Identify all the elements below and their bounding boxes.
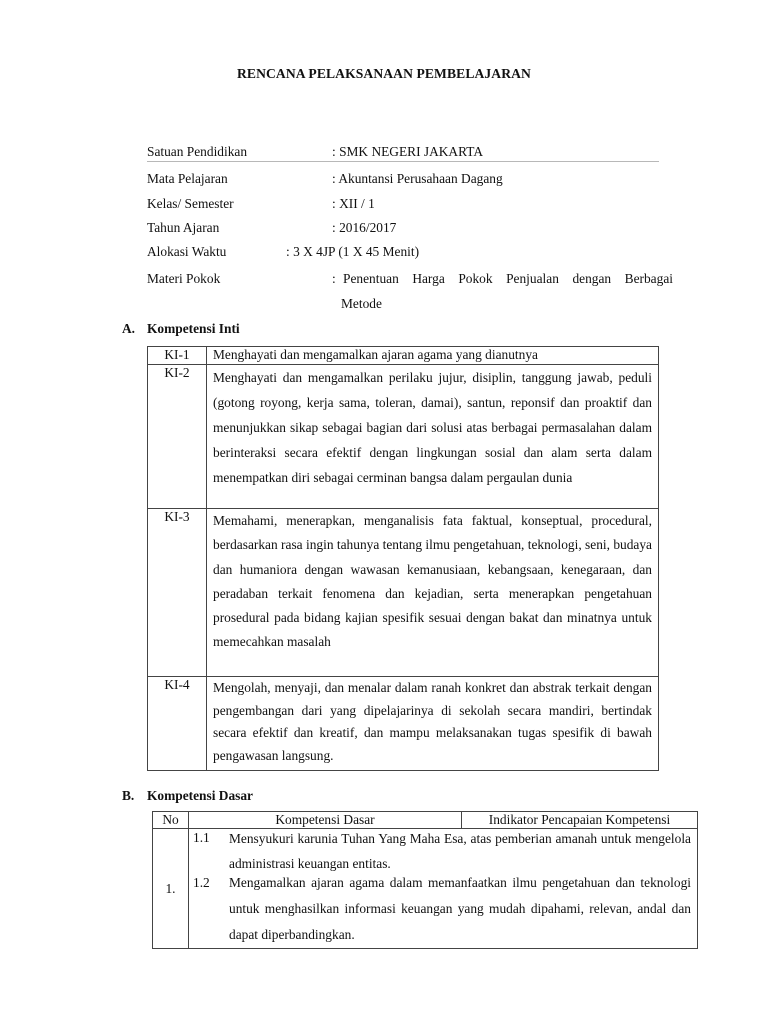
section-b-letter: B. [122, 788, 135, 803]
section-a-letter: A. [122, 321, 136, 336]
column-header-indikator: Indikator Pencapaian Kompetensi [462, 812, 698, 829]
table-row [148, 677, 659, 771]
section-a-title: Kompetensi Inti [147, 321, 240, 336]
ki-description: Memahami, menerapkan, menganalisis fata faktual, konseptual, procedural, berdasarkan rasa ingin tahunya tentang ilmu pengetahuan, teknologi, seni, budaya dan humaniora dengan wawasan kemanusiaan, kebangsaan, kenegaraan, dan peradaban terkait fenomena dan kejadian, serta menerapkan pengetahuan prosedural pada bidang kajian spesifik sesuai dengan bakat dan minatnya untuk memecahkan masalah [207, 509, 659, 677]
kelas-label: Kelas/ Semester [147, 196, 234, 211]
table-row [148, 509, 659, 677]
kompetensi-inti-table [147, 346, 659, 771]
column-header-kompetensi-dasar: Kompetensi Dasar [189, 812, 462, 829]
column-header-no: No [153, 812, 189, 829]
tahun-label: Tahun Ajaran [147, 220, 220, 235]
materi-colon: : [332, 271, 336, 286]
ki-code: KI-1 [148, 347, 207, 365]
document-title: RENCANA PELAKSANAAN PEMBELAJARAN [237, 66, 531, 81]
ki-description: Menghayati dan mengamalkan ajaran agama yang dianutnya [207, 347, 659, 365]
kd-text: Mensyukuri karunia Tuhan Yang Maha Esa, atas pemberian amanah untuk mengelola administrasi keuangan entitas. [229, 831, 691, 871]
alokasi-value: : 3 X 4JP (1 X 45 Menit) [286, 244, 420, 259]
kelas-value: : XII / 1 [332, 196, 375, 211]
kd-items-cell [189, 829, 698, 949]
kd-text: Mengamalkan ajaran agama dalam memanfaatkan ilmu pengetahuan dan teknologi untuk menghasilkan informasi keuangan yang mudah dipahami, relevan, andal dan dapat diperbandingkan. [229, 875, 691, 942]
tahun-value: : 2016/2017 [332, 220, 397, 235]
ki-code: KI-4 [148, 677, 207, 771]
mapel-value: : Akuntansi Perusahaan Dagang [332, 171, 503, 186]
kompetensi-dasar-table [152, 811, 698, 949]
list-item [189, 874, 697, 948]
table-row [148, 347, 659, 365]
kd-number: 1.1 [193, 830, 210, 845]
materi-label: Materi Pokok [147, 271, 221, 286]
table-row [148, 365, 659, 509]
ki-code: KI-2 [148, 365, 207, 509]
materi-value-line1: Penentuan Harga Pokok Penjualan dengan Berbagai [343, 271, 673, 286]
alokasi-label: Alokasi Waktu [147, 244, 227, 259]
ki-description: Menghayati dan mengamalkan perilaku jujur, disiplin, tanggung jawab, peduli (gotong royong, kerja sama, toleran, damai), santun, reponsif dan proaktif dan menunjukkan sikap sebagai bagian dari solusi atas berbagai permasalahan dalam berinteraksi secara efektif dengan lingkungan sosial dan alam serta dalam menempatkan diri sebagai cerminan bangsa dalam pergaulan dunia [207, 365, 659, 509]
ki-description: Mengolah, menyaji, dan menalar dalam ranah konkret dan abstrak terkait dengan pengembangan dari yang dipelajarinya di sekolah secara mandiri, bertindak secara efektif dan kreatif, dan mampu melaksanakan tugas spesifik di bawah pengawasan langsung. [207, 677, 659, 771]
divider [147, 161, 659, 162]
mapel-label: Mata Pelajaran [147, 171, 228, 186]
materi-value-line2: Metode [341, 296, 382, 311]
satuan-label: Satuan Pendidikan [147, 144, 248, 159]
section-b-title: Kompetensi Dasar [147, 788, 254, 803]
ki-code: KI-3 [148, 509, 207, 677]
satuan-value: : SMK NEGERI JAKARTA [332, 144, 484, 159]
kd-number: 1.2 [193, 875, 210, 890]
row-number: 1. [153, 829, 189, 949]
table-row [153, 829, 698, 949]
